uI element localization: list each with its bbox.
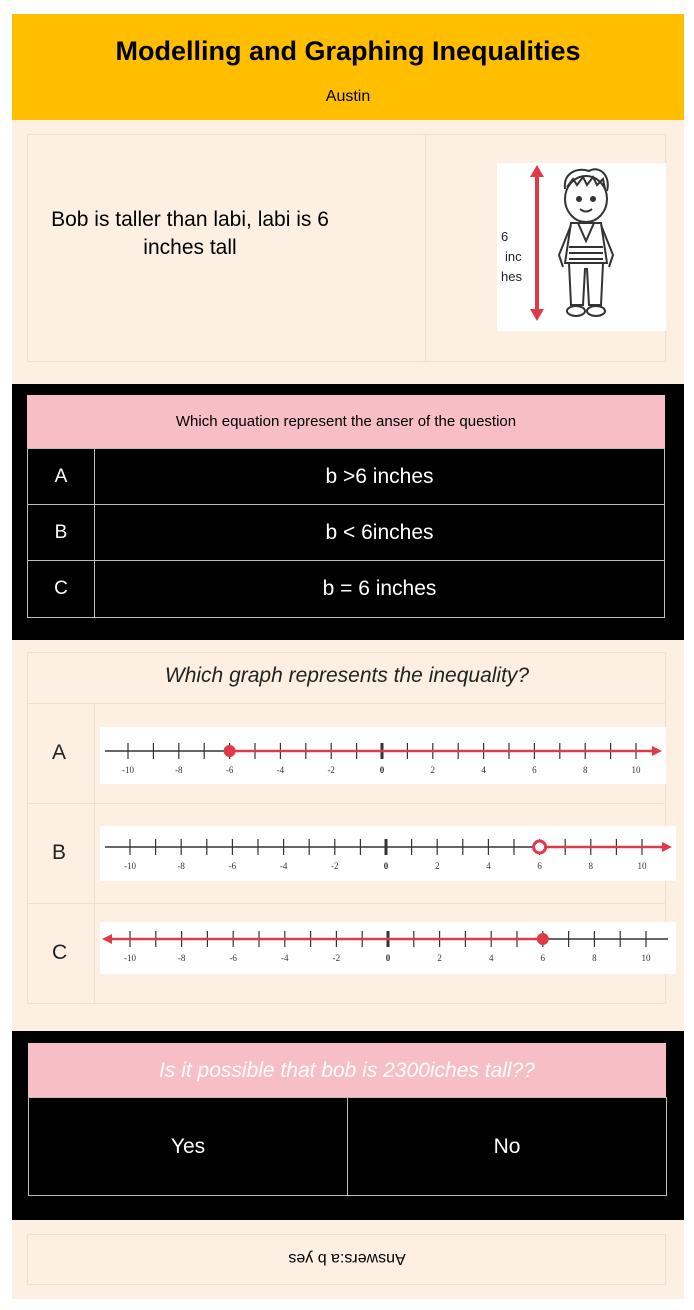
tick-label: 10 (631, 765, 641, 775)
option-c-text[interactable]: b = 6 inches (94, 560, 665, 618)
grid-line (94, 703, 95, 1004)
tick-label: 2 (434, 861, 440, 871)
tick-label: 2 (430, 765, 436, 775)
tick-label: 0 (379, 765, 385, 775)
option-c-letter[interactable]: C (27, 560, 95, 618)
tick-label: 4 (481, 765, 486, 775)
option-b-text[interactable]: b < 6inches (94, 504, 665, 561)
grid-line (27, 652, 665, 653)
number-line-a[interactable] (100, 727, 666, 784)
tick-label: -8 (175, 765, 183, 775)
ray-arrowhead (662, 842, 672, 852)
tick-label: -4 (279, 861, 288, 871)
author-name: Austin (325, 88, 371, 105)
tick-label: -4 (276, 765, 285, 775)
grid-line (27, 903, 665, 904)
grid-line (27, 703, 665, 704)
equation-prompt: Which equation represent the anser of the question (27, 395, 665, 448)
closed-point (224, 745, 236, 757)
grid-line (27, 1003, 665, 1004)
tick-label: -8 (177, 861, 185, 871)
tick-label: 6 (537, 861, 542, 871)
page-title: Modelling and Graphing Inequalities (115, 36, 581, 66)
tick-label: -2 (331, 861, 339, 871)
image-label-line: hes (501, 269, 522, 284)
grid-line (27, 652, 28, 1004)
tick-label: 8 (582, 765, 588, 775)
tick-label: 4 (486, 861, 491, 871)
tick-label: 6 (532, 765, 537, 775)
grid-line (425, 134, 426, 362)
grid-line (27, 134, 665, 135)
header-banner (12, 14, 684, 120)
option-a-letter[interactable]: A (27, 448, 95, 505)
option-b-letter[interactable]: B (27, 504, 95, 561)
graph-prompt: Which graph represents the inequality? (164, 664, 530, 687)
tick-label: -8 (177, 953, 186, 963)
number-line-b[interactable] (100, 826, 676, 881)
open-point (534, 841, 546, 853)
answers-upside-down: Answers:a b yes (288, 1250, 406, 1267)
number-line-c[interactable] (100, 922, 676, 974)
tick-label: 0 (385, 953, 391, 963)
graph-c-letter[interactable]: C (52, 941, 68, 964)
image-label-line: 6 (501, 229, 509, 244)
grid-line (27, 1234, 665, 1235)
possibility-prompt: Is it possible that bob is 2300iches tall?? (28, 1043, 666, 1098)
tick-label: -2 (332, 953, 341, 963)
closed-point (537, 933, 549, 945)
ray-arrowhead (102, 934, 112, 944)
boy-figure (559, 169, 613, 316)
grid-line (27, 1284, 665, 1285)
arrow-down-icon (530, 309, 544, 321)
tick-label: -6 (228, 861, 237, 871)
tick-label: 10 (641, 953, 651, 963)
tick-label: -4 (281, 953, 289, 963)
tick-label: 8 (588, 861, 594, 871)
tick-label: -10 (122, 765, 134, 775)
tick-label: 10 (637, 861, 647, 871)
tick-label: 2 (437, 953, 442, 963)
grid-line (27, 361, 665, 362)
ray-arrowhead (652, 746, 662, 756)
tick-label: -2 (327, 765, 335, 775)
tick-label: 6 (540, 953, 546, 963)
tick-label: -6 (229, 953, 237, 963)
graph-b-letter[interactable]: B (52, 841, 67, 864)
problem-statement: Bob is taller than labi, labi is 6 inches tall (51, 208, 329, 259)
tick-label: 4 (488, 953, 494, 963)
tick-label: 8 (592, 953, 597, 963)
no-option[interactable]: No (347, 1097, 667, 1196)
tick-label: -10 (124, 861, 136, 871)
tick-label: -10 (124, 953, 136, 963)
image-label-line: inc (505, 249, 522, 264)
grid-line (27, 803, 665, 804)
yes-option[interactable]: Yes (28, 1097, 348, 1196)
grid-line (27, 134, 28, 362)
arrow-up-icon (530, 165, 544, 177)
graph-a-letter[interactable]: A (52, 741, 67, 764)
tick-label: 0 (383, 861, 389, 871)
tick-label: -6 (225, 765, 234, 775)
boy-height-illustration (497, 163, 666, 331)
option-a-text[interactable]: b >6 inches (94, 448, 665, 505)
